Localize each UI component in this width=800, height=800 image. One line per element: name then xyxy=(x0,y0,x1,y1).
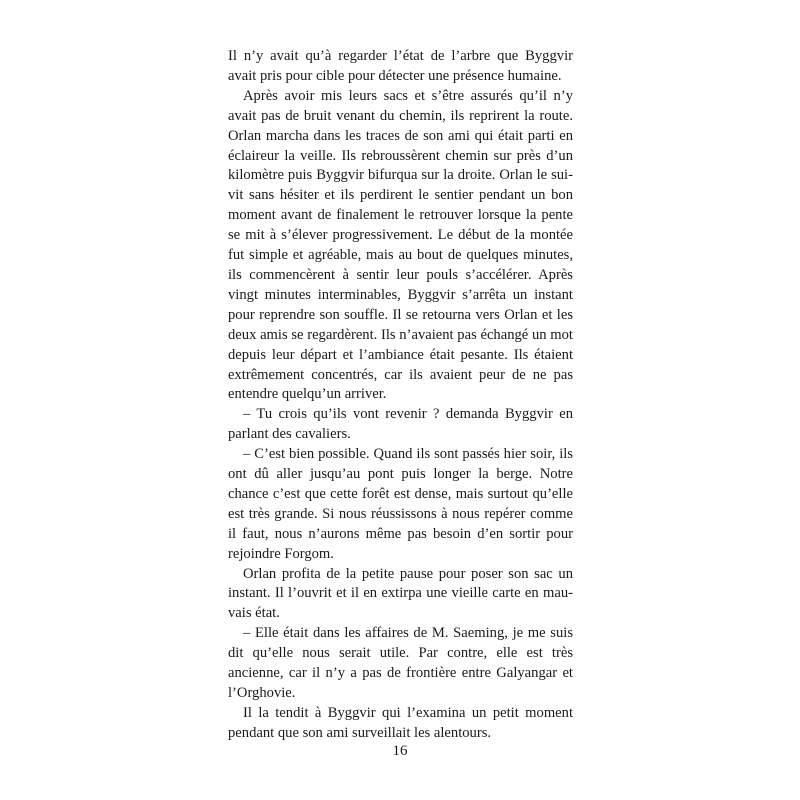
body-text xyxy=(228,47,573,744)
paragraph: – Tu crois qu’ils vont revenir ? demanda Byggvir en parlant des cavaliers. xyxy=(228,406,573,443)
paragraph: – Elle était dans les affaires de M. Saeming, je me suis dit qu’elle nous serait utile. Par contre, elle est très ancienne, car il n’y a pas de frontière entre Galyangar et l’Orghovie. xyxy=(228,625,573,701)
page-number: 16 xyxy=(392,743,408,759)
paragraph: – C’est bien possible. Quand ils sont passés hier soir, ils ont dû aller jusqu’au pont puis longer la berge. Notre chance c’est que cette forêt est dense, mais surtout qu’elle est très grande. Si nous réussissons à nous repérer comme il faut, nous n’aurons même pas besoin d’en sortir pour rejoindre Forgom. xyxy=(228,446,573,562)
paragraph: Il la tendit à Byggvir qui l’examina un petit moment pendant que son ami surveillait les alentours. xyxy=(228,704,573,741)
paragraph: Orlan profita de la petite pause pour poser son sac un instant. Il l’ouvrit et il en extirpa une vieille carte en mauvais état. xyxy=(228,565,573,622)
paragraph: Il n’y avait qu’à regarder l’état de l’arbre que Byggvir avait pris pour cible pour détecter une présence humaine. xyxy=(228,48,573,84)
paragraph: Après avoir mis leurs sacs et s’être assurés qu’il n’y avait pas de bruit venant du chemin, ils reprirent la route. Orlan marcha dans les traces de son ami qui était parti en éclaireur la veille. Ils rebroussèrent chemin sur près d’un kilomètre puis Byggvir bifurqua sur la droite. Orlan le suivit sans hésiter et ils perdirent le sentier pendant un bon moment avant de finalement le retrouver lorsque la pente se mit à s’élever progressivement. Le début de la montée fut simple et agréable, mais au bout de quelques minutes, ils commencèrent à sentir leur pouls s’accélérer. Après vingt minutes interminables, Byggvir s’arrêta un instant pour reprendre son souffle. Il se retourna vers Orlan et les deux amis se regardèrent. Ils n’avaient pas échangé un mot depuis leur départ et l’ambiance était pesante. Ils étaient extrêmement concentrés, car ils avaient peur de ne pas entendre quelqu’un arriver. xyxy=(228,87,573,403)
